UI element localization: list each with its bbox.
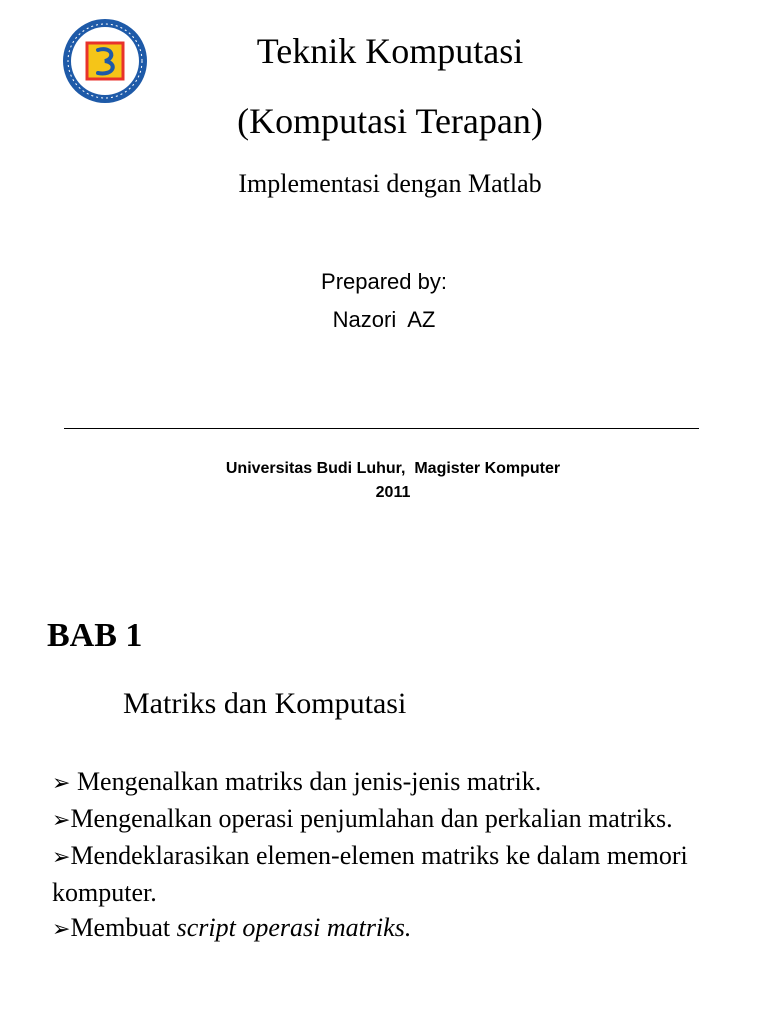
list-item-text: Membuat [70,913,177,942]
list-item-text: Mengenalkan matriks dan jenis-jenis matrik. [70,767,542,796]
author-name: Nazori AZ [332,307,436,332]
document-title: Teknik Komputasi [256,31,524,71]
publication-year: 2011 [375,484,411,501]
arrow-bullet-icon: ➢ [52,808,71,833]
divider [64,428,699,429]
list-item [52,910,742,947]
list-item-text: Mengenalkan operasi penjumlahan dan perkalian matriks. [70,804,673,833]
arrow-bullet-icon: ➢ [52,845,71,870]
prepared-by-label: Prepared by: [321,269,447,294]
document-subtitle: (Komputasi Terapan) [237,101,543,141]
arrow-bullet-icon: ➢ [52,917,71,942]
objectives-list [52,764,742,947]
list-item-emphasis: script operasi matriks. [176,913,412,942]
document-tagline: Implementasi dengan Matlab [238,169,542,198]
list-item-text: Mendeklarasikan elemen-elemen matriks ke dalam memori komputer. [52,841,688,907]
list-item [52,838,742,910]
institution-name: Universitas Budi Luhur, Magister Komputer [225,460,561,477]
chapter-title: Matriks dan Komputasi [123,687,407,720]
chapter-label: BAB 1 [47,617,143,654]
list-item [52,764,742,801]
list-item [52,801,742,838]
arrow-bullet-icon: ➢ [52,771,71,796]
